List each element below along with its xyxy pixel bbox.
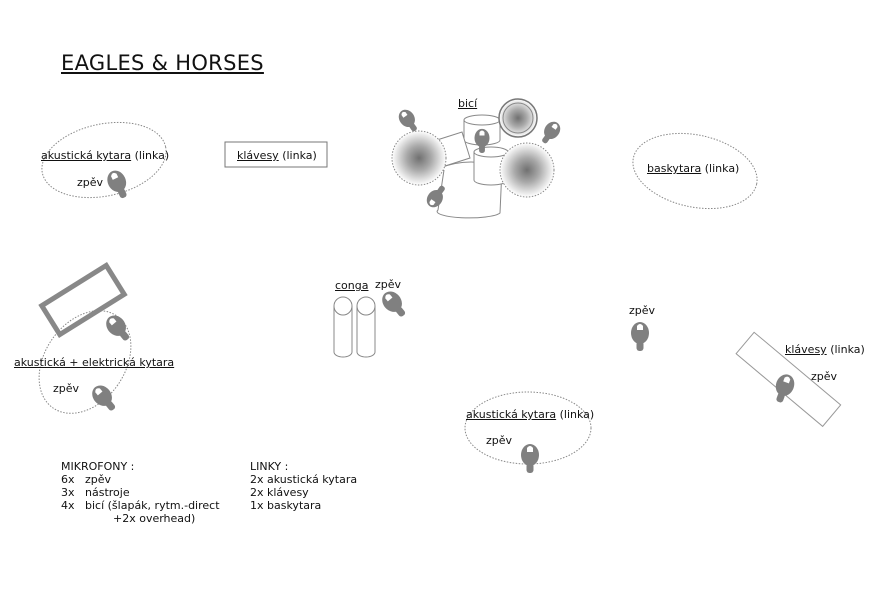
mic-icon: [631, 322, 649, 351]
mic-icon: [102, 311, 134, 345]
lines-heading: LINKY :: [250, 460, 289, 473]
vocal-label: zpěv: [486, 434, 513, 447]
mic-icon: [378, 287, 410, 321]
vocal-label: zpěv: [375, 278, 402, 291]
conga-drums: [334, 297, 375, 357]
mic-icon: [88, 381, 120, 415]
page-title: EAGLES & HORSES: [61, 51, 264, 75]
lines-legend: [250, 460, 357, 512]
acoustic-electric-label: akustická + elektrická kytara: [14, 356, 175, 369]
drum-kit: [392, 99, 554, 218]
drums-label: bicí: [458, 97, 478, 110]
lines-row: 2x klávesy: [250, 486, 309, 499]
vocal-label: zpěv: [77, 176, 104, 189]
acoustic-guitar-bottom-label: akustická kytara (linka): [466, 408, 595, 421]
mics-legend: [61, 460, 220, 525]
drum-mic-icon: [537, 119, 563, 147]
mics-heading: MIKROFONY :: [61, 460, 135, 473]
acoustic-guitar-left-label: akustická kytara (linka): [41, 149, 170, 162]
conga-label: conga: [335, 279, 369, 292]
mics-row: 4x bicí (šlapák, rytm.-direct: [61, 499, 220, 512]
keyboard-top-label: klávesy (linka): [237, 149, 317, 162]
mic-icon: [770, 372, 797, 405]
vocal-label: zpěv: [53, 382, 80, 395]
mics-row-continuation: +2x overhead): [113, 512, 196, 525]
mics-row: 6x zpěv: [61, 473, 112, 486]
lines-row: 1x baskytara: [250, 499, 322, 512]
vocal-label: zpěv: [811, 370, 838, 383]
drum-mic-icon: [395, 107, 421, 135]
mics-row: 3x nástroje: [61, 486, 130, 499]
bass-label: baskytara (linka): [647, 162, 740, 175]
lines-row: 2x akustická kytara: [250, 473, 358, 486]
keyboard-right-label: klávesy (linka): [785, 343, 865, 356]
vocal-label: zpěv: [629, 304, 656, 317]
mic-icon: [104, 168, 133, 202]
mic-icon: [521, 444, 539, 473]
